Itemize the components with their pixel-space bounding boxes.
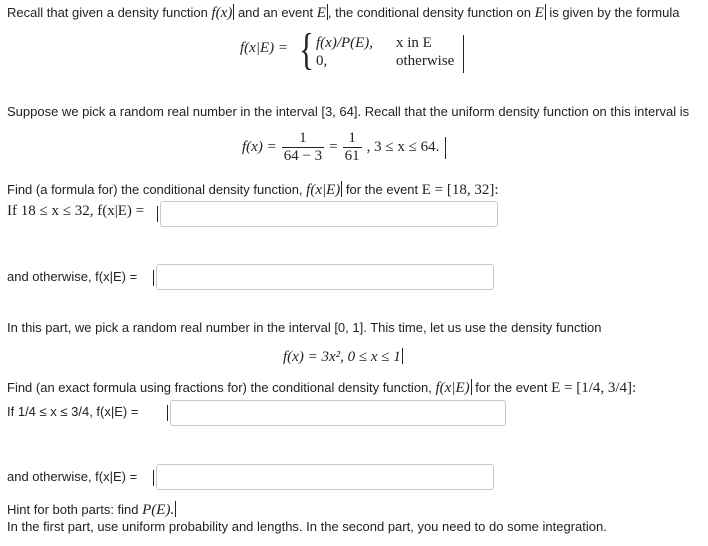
part1-frac1-num: 1 <box>282 130 324 148</box>
intro-text-b: and an event <box>234 5 317 20</box>
formula-case2-cond: otherwise <box>396 53 455 69</box>
text-cursor <box>167 405 168 421</box>
part1-density-formula <box>242 130 446 165</box>
part1-equals: = <box>329 139 338 155</box>
hint-pe: P(E). <box>142 502 175 518</box>
text-cursor <box>157 206 158 222</box>
hint-line-2: In the first part, use uniform probability and lengths. In the second part, you need to do some integration. <box>7 519 607 534</box>
text-cursor <box>153 270 154 286</box>
formula-case1-expr: f(x)/P(E), <box>316 35 374 51</box>
hint-text: Hint for both parts: find <box>7 502 143 517</box>
part1-answer-input-1[interactable] <box>160 201 498 227</box>
part1-fraction-2 <box>343 130 362 165</box>
part2-answer-input-1[interactable] <box>170 400 506 426</box>
intro-fx: f(x) <box>211 5 233 21</box>
intro-text-a: Recall that given a density function <box>7 5 212 20</box>
part2-find-a: Find (an exact formula using fractions for) the conditional density function, <box>7 380 436 395</box>
part2-find-event: E = [1/4, 3/4]: <box>551 380 637 396</box>
part1-find-text <box>7 181 499 199</box>
text-cursor <box>402 348 403 364</box>
part2-answer-input-2[interactable] <box>156 464 494 490</box>
part1-find-a: Find (a formula for) the conditional density function, <box>7 182 307 197</box>
part1-if-label: If 18 ≤ x ≤ 32, f(x|E) = <box>7 203 145 219</box>
text-cursor <box>445 137 446 159</box>
intro-text <box>7 4 679 22</box>
part2-text: In this part, we pick a random real number in the interval [0, 1]. This time, let us use the density function <box>7 320 602 335</box>
intro-text-c: , the conditional density function on <box>327 5 535 20</box>
part1-find-fxe: f(x|E) <box>306 182 341 198</box>
part1-frac1-den: 64 − 3 <box>283 148 323 164</box>
part1-range: , 3 ≤ x ≤ 64. <box>366 139 440 155</box>
formula-cursor <box>463 35 464 73</box>
hint-line-1 <box>7 501 176 519</box>
formula-case2-expr: 0, <box>316 53 328 69</box>
part1-frac2-den: 61 <box>344 148 360 164</box>
part2-find-text <box>7 379 636 397</box>
part1-find-b: for the event <box>342 182 422 197</box>
formula-brace: { <box>299 25 314 74</box>
formula-case1-cond: x in E <box>396 35 432 51</box>
part2-density-formula <box>283 348 403 366</box>
part2-find-fxe: f(x|E) <box>435 380 470 396</box>
intro-text-d: is given by the formula <box>545 5 680 20</box>
part2-otherwise-label: and otherwise, f(x|E) = <box>7 469 138 484</box>
formula-lhs: f(x|E) = <box>240 40 288 56</box>
part2-if-label: If 1/4 ≤ x ≤ 3/4, f(x|E) = <box>7 404 139 419</box>
part1-fraction-1 <box>282 130 324 165</box>
intro-event-2: E <box>534 5 544 21</box>
part1-find-event: E = [18, 32]: <box>421 182 499 198</box>
part1-fx-lhs: f(x) = <box>242 139 277 155</box>
part2-find-b: for the event <box>471 380 552 395</box>
text-cursor <box>153 470 154 486</box>
part1-otherwise-label: and otherwise, f(x|E) = <box>7 269 138 284</box>
part1-frac2-num: 1 <box>343 130 362 148</box>
part1-answer-input-2[interactable] <box>156 264 494 290</box>
intro-event: E <box>316 5 326 21</box>
text-cursor <box>175 501 176 517</box>
part2-fx-formula: f(x) = 3x², 0 ≤ x ≤ 1 <box>283 349 401 365</box>
part1-text: Suppose we pick a random real number in the interval [3, 64]. Recall that the uniform density function on this interval is <box>7 104 690 119</box>
